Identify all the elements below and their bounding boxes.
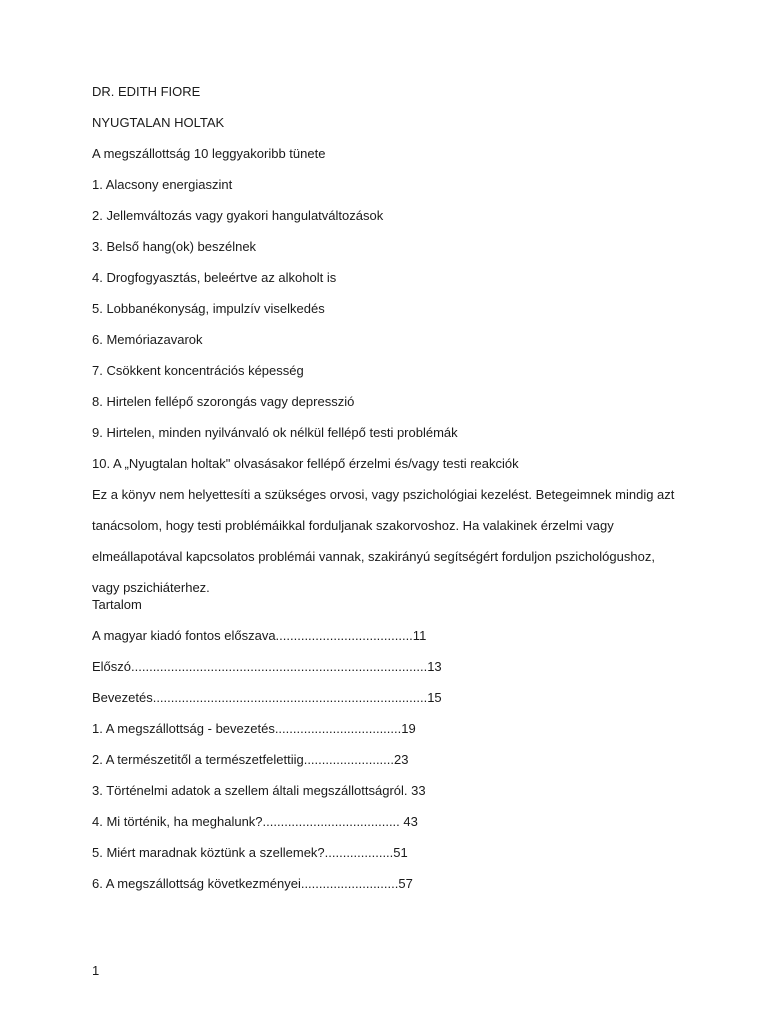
symptom-item: 9. Hirtelen, minden nyilvánvaló ok nélkül fellépő testi problémák xyxy=(92,425,458,440)
author-name: DR. EDITH FIORE xyxy=(92,84,201,99)
symptom-item: 6. Memóriazavarok xyxy=(92,332,203,347)
toc-entry: Előszó..................................................................................13 xyxy=(92,659,442,674)
symptom-item: 8. Hirtelen fellépő szorongás vagy depresszió xyxy=(92,394,355,409)
toc-entry: 2. A természetitől a természetfelettiig.........................23 xyxy=(92,752,409,767)
book-title: NYUGTALAN HOLTAK xyxy=(92,115,225,130)
toc-entry: 6. A megszállottság következményei...........................57 xyxy=(92,876,413,891)
toc-entry: 1. A megszállottság - bevezetés...................................19 xyxy=(92,721,416,736)
toc-entry: 5. Miért maradnak köztünk a szellemek?...................51 xyxy=(92,845,408,860)
symptom-item: 4. Drogfogyasztás, beleértve az alkoholt is xyxy=(92,270,337,285)
disclaimer-line: tanácsolom, hogy testi problémáikkal forduljanak szakorvoshoz. Ha valakinek érzelmi vagy xyxy=(92,518,614,533)
symptom-item: 5. Lobbanékonyság, impulzív viselkedés xyxy=(92,301,325,316)
table-of-contents xyxy=(92,627,692,892)
disclaimer-line: Ez a könyv nem helyettesíti a szükséges orvosi, vagy pszichológiai kezelést. Betegeimnek mindig azt xyxy=(92,487,675,502)
symptom-item: 3. Belső hang(ok) beszélnek xyxy=(92,239,257,254)
toc-entry: 3. Történelmi adatok a szellem általi megszállottságról. 33 xyxy=(92,783,426,798)
symptoms-heading: A megszállottság 10 leggyakoribb tünete xyxy=(92,146,326,161)
toc-heading: Tartalom xyxy=(92,597,142,612)
toc-entry: Bevezetés............................................................................15 xyxy=(92,690,442,705)
page-number: 1 xyxy=(92,963,100,978)
symptom-item: 7. Csökkent koncentrációs képesség xyxy=(92,363,304,378)
disclaimer-paragraph xyxy=(92,479,675,603)
disclaimer-line: elmeállapotával kapcsolatos problémái vannak, szakirányú segítségért forduljon pszichológushoz, xyxy=(92,549,655,564)
toc-entry: A magyar kiadó fontos előszava......................................11 xyxy=(92,628,427,643)
disclaimer-line: vagy pszichiáterhez. xyxy=(92,580,210,595)
symptom-item: 1. Alacsony energiaszint xyxy=(92,177,233,192)
symptom-item: 2. Jellemváltozás vagy gyakori hangulatváltozások xyxy=(92,208,384,223)
page-content xyxy=(92,83,692,906)
symptoms-list xyxy=(92,176,692,472)
symptom-item: 10. A „Nyugtalan holtak" olvasásakor fellépő érzelmi és/vagy testi reakciók xyxy=(92,456,519,471)
toc-entry: 4. Mi történik, ha meghalunk?...................................... 43 xyxy=(92,814,418,829)
